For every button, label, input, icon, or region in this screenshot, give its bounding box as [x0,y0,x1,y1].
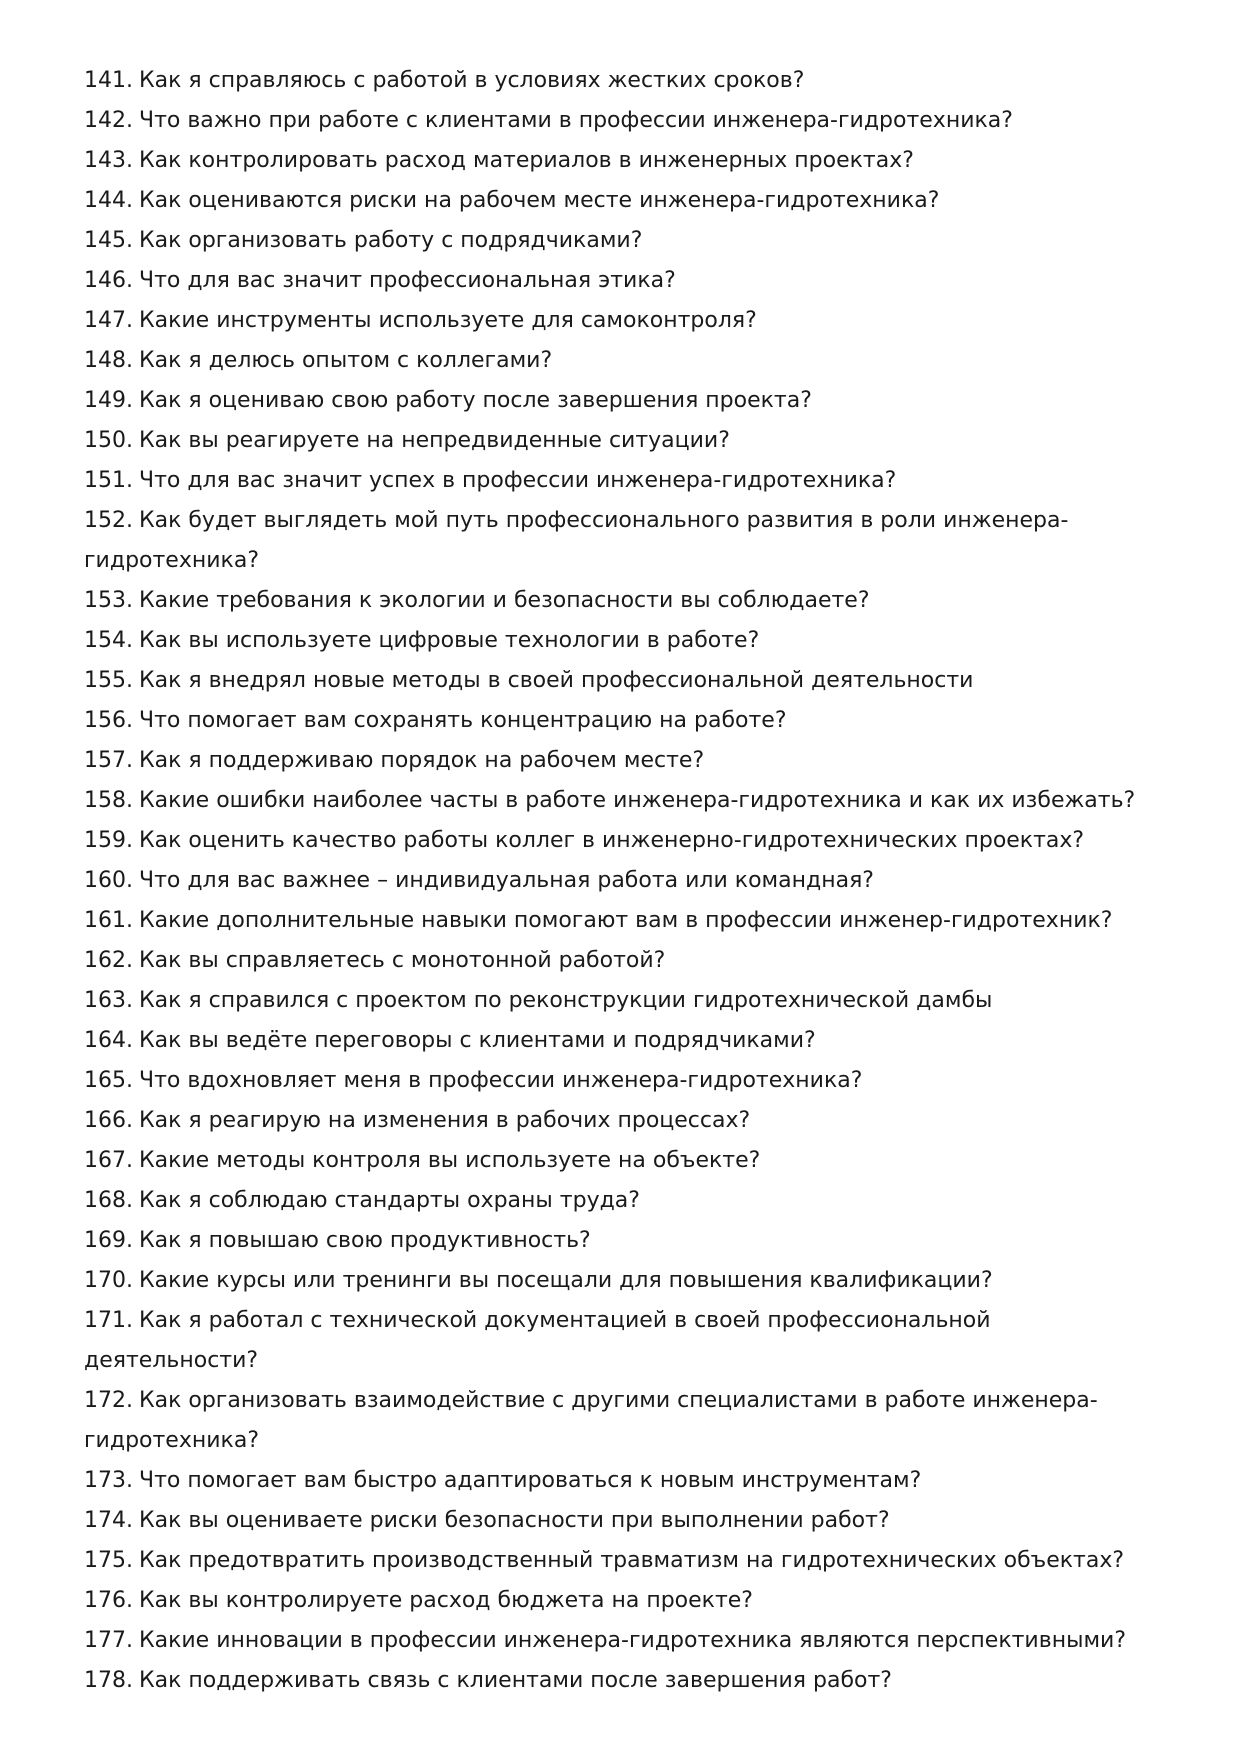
question-number: 173. [84,1468,133,1493]
question-number: 156. [84,708,133,733]
list-item [84,101,1164,141]
question-number: 157. [84,748,133,773]
question-number: 162. [84,948,133,973]
question-number: 152. [84,508,133,533]
list-item [84,1101,1164,1141]
question-text: Как контролировать расход материалов в инженерных проектах? [138,148,914,173]
question-text: Что помогает вам сохранять концентрацию на работе? [138,708,787,733]
list-item [84,141,1164,181]
list-item [84,1141,1164,1181]
question-number: 175. [84,1548,133,1573]
list-item [84,581,1164,621]
question-number: 171. [84,1308,133,1333]
list-item [84,461,1164,501]
question-text: Что для вас важнее – индивидуальная работа или командная? [138,868,874,893]
list-item [84,701,1164,741]
question-text: Как будет выглядеть мой путь профессионального развития в роли инженера-гидротехника? [84,508,1069,573]
question-text: Как я делюсь опытом с коллегами? [138,348,553,373]
list-item [84,261,1164,301]
question-number: 165. [84,1068,133,1093]
question-text: Как предотвратить производственный травматизм на гидротехнических объектах? [138,1548,1125,1573]
question-text: Какие требования к экологии и безопасности вы соблюдаете? [138,588,870,613]
question-number: 160. [84,868,133,893]
list-item [84,1501,1164,1541]
question-number: 142. [84,108,133,133]
question-text: Какие инструменты используете для самоконтроля? [138,308,757,333]
list-item [84,1621,1164,1661]
list-item [84,1461,1164,1501]
list-item [84,221,1164,261]
question-text: Как оценить качество работы коллег в инженерно-гидротехнических проектах? [138,828,1085,853]
question-number: 153. [84,588,133,613]
question-text: Как я поддерживаю порядок на рабочем месте? [138,748,705,773]
question-text: Как вы справляетесь с монотонной работой? [138,948,666,973]
question-number: 149. [84,388,133,413]
question-number: 155. [84,668,133,693]
question-text: Что помогает вам быстро адаптироваться к новым инструментам? [138,1468,922,1493]
question-text: Как я работал с технической документацией в своей профессиональной деятельности? [84,1308,991,1373]
question-number: 167. [84,1148,133,1173]
question-number: 178. [84,1668,133,1693]
question-text: Какие дополнительные навыки помогают вам в профессии инженер-гидротехник? [138,908,1113,933]
question-number: 164. [84,1028,133,1053]
question-text: Какие ошибки наиболее часты в работе инженера-гидротехника и как их избежать? [138,788,1136,813]
question-number: 154. [84,628,133,653]
question-number: 174. [84,1508,133,1533]
list-item [84,61,1164,101]
question-number: 141. [84,68,133,93]
list-item [84,341,1164,381]
question-text: Какие инновации в профессии инженера-гидротехника являются перспективными? [138,1628,1127,1653]
question-number: 168. [84,1188,133,1213]
list-item [84,981,1164,1021]
question-text: Как организовать взаимодействие с другими специалистами в работе инженера-гидротехника? [84,1388,1098,1453]
question-number: 158. [84,788,133,813]
question-list [84,61,1164,1701]
list-item [84,661,1164,701]
question-text: Что важно при работе с клиентами в профессии инженера-гидротехника? [138,108,1013,133]
list-item [84,1301,1164,1381]
question-text: Как поддерживать связь с клиентами после завершения работ? [138,1668,892,1693]
question-number: 147. [84,308,133,333]
question-text: Какие курсы или тренинги вы посещали для повышения квалификации? [138,1268,993,1293]
question-text: Как вы реагируете на непредвиденные ситуации? [138,428,730,453]
question-text: Как оцениваются риски на рабочем месте инженера-гидротехника? [138,188,940,213]
list-item [84,1181,1164,1221]
question-text: Что вдохновляет меня в профессии инженера-гидротехника? [138,1068,863,1093]
question-text: Как вы ведёте переговоры с клиентами и подрядчиками? [138,1028,816,1053]
question-text: Как я оцениваю свою работу после завершения проекта? [138,388,812,413]
question-text: Как вы используете цифровые технологии в работе? [138,628,760,653]
list-item [84,1061,1164,1101]
question-number: 166. [84,1108,133,1133]
question-text: Какие методы контроля вы используете на объекте? [138,1148,761,1173]
question-number: 177. [84,1628,133,1653]
list-item [84,1581,1164,1621]
list-item [84,501,1164,581]
question-number: 169. [84,1228,133,1253]
list-item [84,181,1164,221]
question-number: 144. [84,188,133,213]
question-text: Как организовать работу с подрядчиками? [138,228,643,253]
list-item [84,941,1164,981]
list-item [84,1261,1164,1301]
question-number: 172. [84,1388,133,1413]
question-text: Что для вас значит успех в профессии инженера-гидротехника? [138,468,897,493]
question-number: 146. [84,268,133,293]
question-text: Как вы контролируете расход бюджета на проекте? [138,1588,753,1613]
question-number: 148. [84,348,133,373]
question-number: 170. [84,1268,133,1293]
list-item [84,741,1164,781]
question-number: 143. [84,148,133,173]
list-item [84,781,1164,821]
question-text: Как я соблюдаю стандарты охраны труда? [138,1188,640,1213]
list-item [84,1661,1164,1701]
question-text: Как я внедрял новые методы в своей профессиональной деятельности [138,668,974,693]
list-item [84,821,1164,861]
question-text: Как вы оцениваете риски безопасности при выполнении работ? [138,1508,890,1533]
list-item [84,901,1164,941]
list-item [84,1221,1164,1261]
question-number: 176. [84,1588,133,1613]
question-text: Как я справляюсь с работой в условиях жестких сроков? [138,68,805,93]
question-number: 150. [84,428,133,453]
list-item [84,1541,1164,1581]
question-number: 145. [84,228,133,253]
list-item [84,861,1164,901]
question-text: Как я справился с проектом по реконструкции гидротехнической дамбы [138,988,993,1013]
question-text: Как я повышаю свою продуктивность? [138,1228,591,1253]
list-item [84,1381,1164,1461]
list-item [84,1021,1164,1061]
list-item [84,381,1164,421]
question-number: 151. [84,468,133,493]
question-text: Как я реагирую на изменения в рабочих процессах? [138,1108,751,1133]
list-item [84,301,1164,341]
question-text: Что для вас значит профессиональная этика? [138,268,676,293]
list-item [84,421,1164,461]
question-number: 163. [84,988,133,1013]
question-number: 159. [84,828,133,853]
list-item [84,621,1164,661]
question-number: 161. [84,908,133,933]
